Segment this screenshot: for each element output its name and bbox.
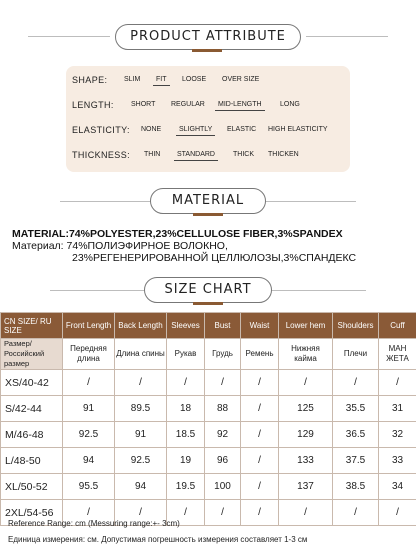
attr-option: LONG [280, 101, 300, 108]
table-cell: 38.5 [333, 474, 379, 500]
table-cell: / [333, 370, 379, 396]
header-lower-hem: Lower hem [279, 313, 333, 339]
attr-option: LOOSE [182, 76, 207, 83]
table-cell: 89.5 [115, 396, 167, 422]
reference-range-en: Reference Range: cm (Messuring range:+- 3cm) [8, 519, 180, 528]
reference-range-ru: Единица измерения: см. Допустимая погрешность измерения составляет 1-3 см [8, 535, 308, 544]
table-cell: / [241, 448, 279, 474]
table-cell: 34 [379, 474, 416, 500]
table-cell: 129 [279, 422, 333, 448]
table-cell: 95.5 [63, 474, 115, 500]
table-cell: 91 [115, 422, 167, 448]
table-cell: / [333, 500, 379, 526]
table-cell: / [167, 370, 205, 396]
table-cell: 35.5 [333, 396, 379, 422]
material-title-rule-right [256, 201, 356, 202]
attr-name: ELASTICITY: [72, 125, 130, 135]
material-line-ru-1: Материал: 74%ПОЛИЭФИРНОЕ ВОЛОКНО, [12, 240, 228, 252]
table-cell: / [205, 500, 241, 526]
table-cell: 92.5 [115, 448, 167, 474]
header-bust: Bust [205, 313, 241, 339]
attr-option: SHORT [131, 101, 156, 108]
attr-name: LENGTH: [72, 100, 114, 110]
size-cell: XS/40-42 [1, 370, 63, 396]
attr-option-selected: STANDARD [174, 151, 218, 158]
table-cell: 96 [205, 448, 241, 474]
size-title-rule-left [50, 290, 150, 291]
size-cell: S/42-44 [1, 396, 63, 422]
size-title-accent [193, 302, 223, 305]
attr-name: SHAPE: [72, 75, 108, 85]
attr-title-rule-left [28, 36, 110, 37]
attr-row-elasticity [66, 123, 350, 139]
table-cell: 19.5 [167, 474, 205, 500]
table-cell: / [115, 500, 167, 526]
size-cell: 2XL/54-56 [1, 500, 63, 526]
attr-option: OVER SIZE [222, 76, 260, 83]
table-cell: 100 [205, 474, 241, 500]
material-title: MATERIAL [150, 188, 266, 214]
size-chart-title: SIZE CHART [144, 277, 272, 303]
header-cuff: Cuff [379, 313, 416, 339]
table-cell: / [115, 370, 167, 396]
table-cell: / [241, 500, 279, 526]
header-ru-shoulders: Плечи [333, 339, 379, 370]
attribute-panel [66, 66, 350, 172]
table-cell: / [241, 474, 279, 500]
table-cell: 133 [279, 448, 333, 474]
table-row [1, 422, 416, 448]
table-cell: 94 [115, 474, 167, 500]
table-cell: 91 [63, 396, 115, 422]
header-cn-size: CN SIZE/ RU SIZE [1, 313, 63, 339]
size-title-rule-right [266, 290, 366, 291]
material-title-rule-left [60, 201, 160, 202]
table-cell: / [167, 500, 205, 526]
attr-option: THIN [144, 151, 161, 158]
table-cell: / [63, 500, 115, 526]
table-cell: 19 [167, 448, 205, 474]
attr-option: HIGH ELASTICITY [268, 126, 328, 133]
table-cell: / [241, 422, 279, 448]
table-cell: / [205, 370, 241, 396]
header-waist: Waist [241, 313, 279, 339]
table-cell: 31 [379, 396, 416, 422]
attr-option: THICK [233, 151, 254, 158]
table-cell: / [63, 370, 115, 396]
header-ru-sleeves: Рукав [167, 339, 205, 370]
table-cell: / [241, 370, 279, 396]
header-ru-back-length: Длина спины [115, 339, 167, 370]
header-ru-size: Размер/ Российский размер [1, 339, 63, 370]
attr-title-rule-right [306, 36, 388, 37]
table-cell: 94 [63, 448, 115, 474]
size-cell: XL/50-52 [1, 474, 63, 500]
table-cell: 18.5 [167, 422, 205, 448]
attr-option: REGULAR [171, 101, 205, 108]
table-cell: / [379, 370, 416, 396]
table-cell: / [279, 370, 333, 396]
attr-option-selected: FIT [153, 76, 170, 83]
table-cell: / [241, 396, 279, 422]
attr-row-thickness [66, 148, 350, 164]
material-line-ru-2: 23%РЕГЕНЕРИРОВАННОЙ ЦЕЛЛЮЛОЗЫ,3%СПАНДЕКС [72, 252, 357, 264]
header-sleeves: Sleeves [167, 313, 205, 339]
attr-row-length [66, 98, 350, 114]
attr-option-selected: MID-LENGTH [215, 101, 265, 108]
table-cell: 88 [205, 396, 241, 422]
product-attribute-title: PRODUCT ATTRIBUTE [115, 24, 301, 50]
size-cell: M/46-48 [1, 422, 63, 448]
table-row [1, 396, 416, 422]
table-cell: 37.5 [333, 448, 379, 474]
header-ru-front-length: Передняя длина [63, 339, 115, 370]
material-title-accent [193, 213, 223, 216]
header-ru-lower-hem: Нижняя кайма [279, 339, 333, 370]
table-row [1, 370, 416, 396]
size-cell: L/48-50 [1, 448, 63, 474]
attr-name: THICKNESS: [72, 150, 131, 160]
table-row [1, 474, 416, 500]
table-cell: 18 [167, 396, 205, 422]
attr-option: ELASTIC [227, 126, 257, 133]
table-cell: 33 [379, 448, 416, 474]
table-cell: 32 [379, 422, 416, 448]
table-row [1, 448, 416, 474]
header-ru-waist: Ремень [241, 339, 279, 370]
header-ru-cuff: МАН ЖЕТА [379, 339, 416, 370]
table-cell: 125 [279, 396, 333, 422]
attr-row-shape [66, 73, 350, 89]
table-cell: / [379, 500, 416, 526]
attr-option: THICKEN [268, 151, 299, 158]
table-cell: 36.5 [333, 422, 379, 448]
table-cell: 92.5 [63, 422, 115, 448]
size-chart-table [0, 312, 416, 526]
material-line-en: MATERIAL:74%POLYESTER,23%CELLULOSE FIBER,3%SPANDEX [12, 228, 343, 240]
attr-title-accent [192, 49, 222, 52]
table-cell: / [279, 500, 333, 526]
attr-option-selected: SLIGHTLY [176, 126, 215, 133]
header-back-length: Back Length [115, 313, 167, 339]
table-cell: 92 [205, 422, 241, 448]
header-front-length: Front Length [63, 313, 115, 339]
table-cell: 137 [279, 474, 333, 500]
attr-option: SLIM [124, 76, 141, 83]
attr-option: NONE [141, 126, 162, 133]
header-row-ru [1, 339, 416, 370]
header-shoulders: Shoulders [333, 313, 379, 339]
header-row-en [1, 313, 416, 339]
header-ru-bust: Грудь [205, 339, 241, 370]
